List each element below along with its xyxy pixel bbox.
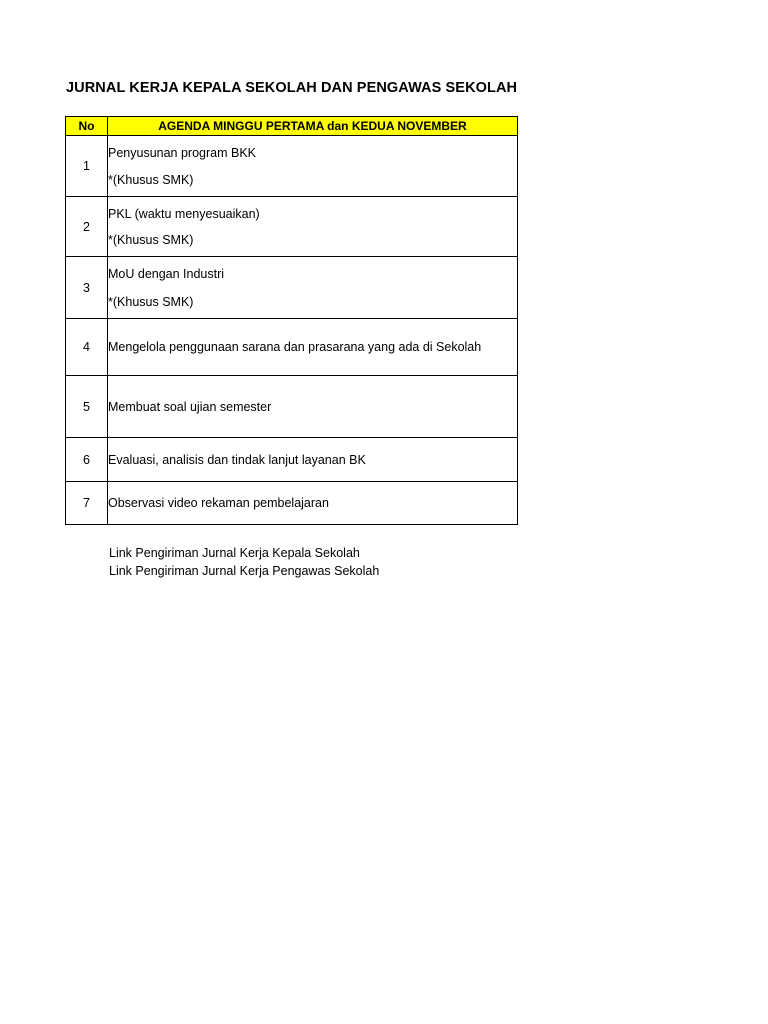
- agenda-item-text: Observasi video rekaman pembelajaran: [108, 482, 518, 525]
- table-row: [66, 376, 518, 438]
- agenda-item-text: Mengelola penggunaan sarana dan prasarana yang ada di Sekolah: [108, 319, 518, 376]
- agenda-item-text: MoU dengan Industri: [108, 266, 225, 281]
- row-number: 5: [66, 376, 108, 438]
- agenda-item-text: PKL (waktu menyesuaikan): [108, 206, 260, 221]
- table-row: [66, 482, 518, 525]
- row-number: 7: [66, 482, 108, 525]
- table-row: [66, 257, 518, 319]
- row-number: 3: [66, 257, 108, 319]
- row-number: 6: [66, 438, 108, 482]
- table-header-row: [66, 117, 518, 136]
- agenda-cell: [108, 136, 518, 197]
- column-header-agenda: AGENDA MINGGU PERTAMA dan KEDUA NOVEMBER: [108, 117, 518, 136]
- agenda-item-note: *(Khusus SMK): [108, 232, 194, 247]
- submission-links: [109, 544, 379, 580]
- row-number: 4: [66, 319, 108, 376]
- agenda-cell: [108, 197, 518, 257]
- table-row: [66, 136, 518, 197]
- page-title: JURNAL KERJA KEPALA SEKOLAH DAN PENGAWAS SEKOLAH: [66, 80, 518, 96]
- link-kepala-sekolah[interactable]: Link Pengiriman Jurnal Kerja Kepala Sekolah: [109, 546, 360, 560]
- row-number: 1: [66, 136, 108, 197]
- row-number: 2: [66, 197, 108, 257]
- agenda-item-note: *(Khusus SMK): [108, 172, 194, 187]
- table-row: [66, 438, 518, 482]
- agenda-item-text: Penyusunan program BKK: [108, 145, 257, 160]
- table-row: [66, 319, 518, 376]
- agenda-item-text: Membuat soal ujian semester: [108, 376, 518, 438]
- column-header-no: No: [66, 117, 108, 136]
- agenda-table: [65, 116, 518, 525]
- agenda-item-text: Evaluasi, analisis dan tindak lanjut layanan BK: [108, 438, 518, 482]
- agenda-item-note: *(Khusus SMK): [108, 294, 194, 309]
- agenda-cell: [108, 257, 518, 319]
- link-pengawas-sekolah[interactable]: Link Pengiriman Jurnal Kerja Pengawas Sekolah: [109, 564, 380, 578]
- table-row: [66, 197, 518, 257]
